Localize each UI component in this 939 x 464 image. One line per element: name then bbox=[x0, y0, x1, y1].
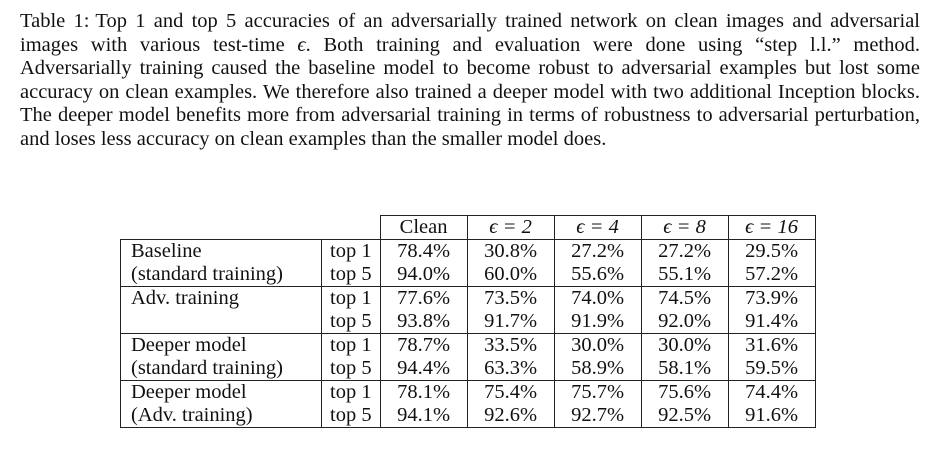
table-cell: 73.9% bbox=[728, 287, 815, 311]
table-cell: 93.8% bbox=[380, 310, 467, 334]
table-caption bbox=[20, 10, 920, 152]
header-empty-model bbox=[121, 216, 322, 240]
table-cell: 92.7% bbox=[554, 404, 641, 428]
group-name-line: (standard training) bbox=[121, 263, 322, 287]
table-cell: 30.0% bbox=[554, 334, 641, 358]
table-row bbox=[121, 334, 816, 358]
table-row bbox=[121, 310, 816, 334]
column-header-eps-2: ϵ = 2 bbox=[467, 216, 554, 240]
caption-epsilon-symbol: ϵ bbox=[297, 33, 306, 56]
caption-text-after-epsilon: . Both training and evaluation were done using “step l.l.” method. Adversarially training caused the baseline model to become robust to adversarial examples but lost some accuracy on clean examples. We therefore also trained a deeper model with two additional Inception blocks. The deeper model benefits more from adversarial training in terms of robustness to adversarial perturbation, and loses less accuracy on clean examples than the smaller model does. bbox=[20, 33, 920, 150]
table-cell: 92.5% bbox=[641, 404, 728, 428]
metric-label: top 5 bbox=[322, 310, 381, 334]
table-cell: 91.9% bbox=[554, 310, 641, 334]
table-cell: 27.2% bbox=[641, 240, 728, 264]
table-cell: 74.0% bbox=[554, 287, 641, 311]
table-cell: 78.1% bbox=[380, 381, 467, 405]
table-cell: 55.6% bbox=[554, 263, 641, 287]
group-name-line: Deeper model bbox=[121, 381, 322, 405]
table-cell: 63.3% bbox=[467, 357, 554, 381]
metric-label: top 5 bbox=[322, 404, 381, 428]
column-header-eps-8: ϵ = 8 bbox=[641, 216, 728, 240]
table-cell: 59.5% bbox=[728, 357, 815, 381]
table-cell: 94.0% bbox=[380, 263, 467, 287]
metric-label: top 1 bbox=[322, 334, 381, 358]
caption-text-before-epsilon: Top 1 and top 5 accuracies of an adversarially trained network on clean images and adversarial images with various test-time bbox=[20, 10, 920, 56]
metric-label: top 1 bbox=[322, 381, 381, 405]
table-cell: 58.9% bbox=[554, 357, 641, 381]
table-row bbox=[121, 357, 816, 381]
group-name-line bbox=[121, 310, 322, 334]
table-cell: 74.5% bbox=[641, 287, 728, 311]
table-cell: 60.0% bbox=[467, 263, 554, 287]
table-row bbox=[121, 404, 816, 428]
column-header-eps-4: ϵ = 4 bbox=[554, 216, 641, 240]
group-name-line: (standard training) bbox=[121, 357, 322, 381]
table-cell: 77.6% bbox=[380, 287, 467, 311]
table-cell: 27.2% bbox=[554, 240, 641, 264]
header-empty-metric bbox=[322, 216, 381, 240]
table-row bbox=[121, 287, 816, 311]
metric-label: top 5 bbox=[322, 263, 381, 287]
table-row bbox=[121, 263, 816, 287]
table-cell: 91.4% bbox=[728, 310, 815, 334]
table-cell: 33.5% bbox=[467, 334, 554, 358]
column-header-eps-16: ϵ = 16 bbox=[728, 216, 815, 240]
metric-label: top 1 bbox=[322, 287, 381, 311]
table-cell: 73.5% bbox=[467, 287, 554, 311]
group-name-line: (Adv. training) bbox=[121, 404, 322, 428]
group-name-line: Adv. training bbox=[121, 287, 322, 311]
group-name-line: Baseline bbox=[121, 240, 322, 264]
table-cell: 94.4% bbox=[380, 357, 467, 381]
table-cell: 58.1% bbox=[641, 357, 728, 381]
table-row bbox=[121, 240, 816, 264]
column-header-clean: Clean bbox=[380, 216, 467, 240]
table-cell: 75.6% bbox=[641, 381, 728, 405]
table-cell: 75.4% bbox=[467, 381, 554, 405]
table-row bbox=[121, 381, 816, 405]
table-cell: 29.5% bbox=[728, 240, 815, 264]
table-cell: 92.0% bbox=[641, 310, 728, 334]
table-cell: 94.1% bbox=[380, 404, 467, 428]
results-table bbox=[120, 215, 816, 428]
table-cell: 92.6% bbox=[467, 404, 554, 428]
table-cell: 57.2% bbox=[728, 263, 815, 287]
table-cell: 74.4% bbox=[728, 381, 815, 405]
table-cell: 55.1% bbox=[641, 263, 728, 287]
table-header-row bbox=[121, 216, 816, 240]
metric-label: top 1 bbox=[322, 240, 381, 264]
table-cell: 31.6% bbox=[728, 334, 815, 358]
table-cell: 91.7% bbox=[467, 310, 554, 334]
table-cell: 30.0% bbox=[641, 334, 728, 358]
caption-label: Table 1: bbox=[20, 10, 90, 32]
table-cell: 30.8% bbox=[467, 240, 554, 264]
table-cell: 75.7% bbox=[554, 381, 641, 405]
table-cell: 78.7% bbox=[380, 334, 467, 358]
table-cell: 91.6% bbox=[728, 404, 815, 428]
metric-label: top 5 bbox=[322, 357, 381, 381]
table-cell: 78.4% bbox=[380, 240, 467, 264]
group-name-line: Deeper model bbox=[121, 334, 322, 358]
